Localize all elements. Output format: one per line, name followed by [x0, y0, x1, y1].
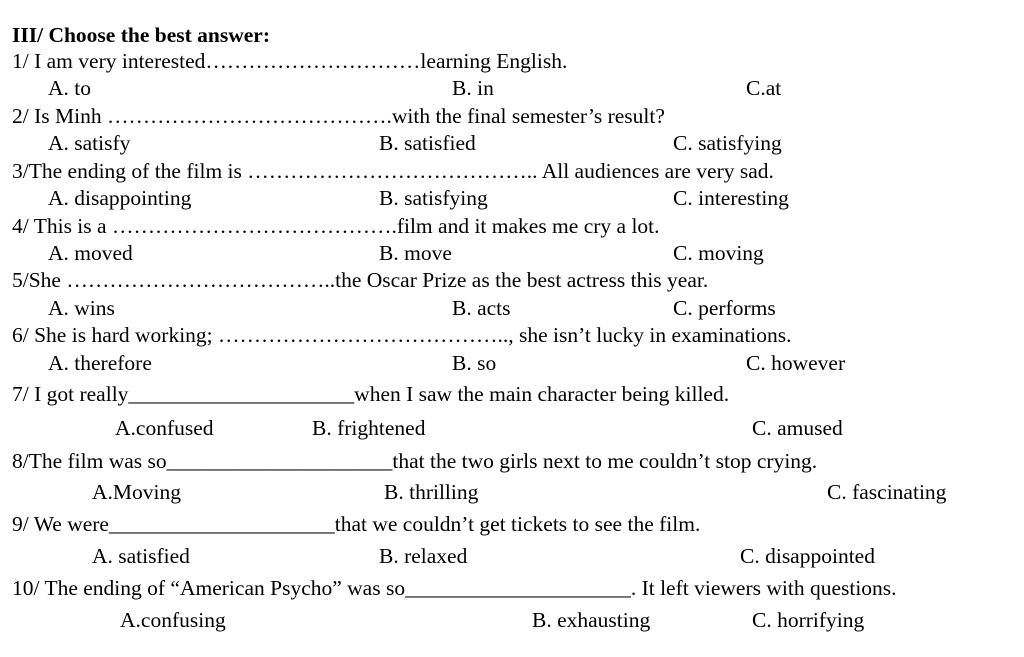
- question-3-stem: 3/The ending of the film is ………………………………….. All audiences are very sad.: [12, 159, 774, 183]
- question-6-option-a[interactable]: A. therefore: [48, 351, 152, 375]
- question-2-option-b[interactable]: B. satisfied: [379, 131, 476, 155]
- question-9-stem: 9/ We were_____________________that we couldn’t get tickets to see the film.: [12, 512, 701, 536]
- question-5-option-b[interactable]: B. acts: [452, 296, 511, 320]
- question-8-option-a[interactable]: A.Moving: [92, 480, 181, 504]
- question-7-option-a[interactable]: A.confused: [115, 416, 214, 440]
- question-2-option-a[interactable]: A. satisfy: [48, 131, 131, 155]
- question-8-option-c[interactable]: C. fascinating: [827, 480, 947, 504]
- question-9-option-b[interactable]: B. relaxed: [379, 544, 468, 568]
- question-10-option-c[interactable]: C. horrifying: [752, 608, 865, 632]
- question-3-option-a[interactable]: A. disappointing: [48, 186, 192, 210]
- question-8-option-b[interactable]: B. thrilling: [384, 480, 479, 504]
- question-4-stem: 4/ This is a ………………………………….film and it makes me cry a lot.: [12, 214, 660, 238]
- question-6-option-b[interactable]: B. so: [452, 351, 497, 375]
- question-5-option-c[interactable]: C. performs: [673, 296, 776, 320]
- question-1-stem: 1/ I am very interested…………………………learning English.: [12, 49, 568, 73]
- question-10-option-b[interactable]: B. exhausting: [532, 608, 651, 632]
- question-2-stem: 2/ Is Minh ………………………………….with the final semester’s result?: [12, 104, 665, 128]
- question-4-option-a[interactable]: A. moved: [48, 241, 133, 265]
- question-9-option-a[interactable]: A. satisfied: [92, 544, 190, 568]
- question-10-option-a[interactable]: A.confusing: [120, 608, 226, 632]
- question-7-option-c[interactable]: C. amused: [752, 416, 843, 440]
- question-4-option-c[interactable]: C. moving: [673, 241, 764, 265]
- question-1-option-c[interactable]: C.at: [746, 76, 782, 100]
- question-10-stem: 10/ The ending of “American Psycho” was so_____________________. It left viewers with questions.: [12, 576, 897, 600]
- question-7-stem: 7/ I got really_____________________when I saw the main character being killed.: [12, 382, 730, 406]
- question-1-option-b[interactable]: B. in: [452, 76, 494, 100]
- question-7-option-b[interactable]: B. frightened: [312, 416, 426, 440]
- question-8-stem: 8/The film was so_____________________that the two girls next to me couldn’t stop crying.: [12, 449, 818, 473]
- section-heading: III/ Choose the best answer:: [12, 23, 270, 47]
- question-6-option-c[interactable]: C. however: [746, 351, 846, 375]
- question-3-option-b[interactable]: B. satisfying: [379, 186, 488, 210]
- question-5-option-a[interactable]: A. wins: [48, 296, 115, 320]
- question-9-option-c[interactable]: C. disappointed: [740, 544, 875, 568]
- question-1-option-a[interactable]: A. to: [48, 76, 91, 100]
- question-3-option-c[interactable]: C. interesting: [673, 186, 789, 210]
- question-6-stem: 6/ She is hard working; ………………………………….., she isn’t lucky in examinations.: [12, 323, 792, 347]
- question-2-option-c[interactable]: C. satisfying: [673, 131, 782, 155]
- question-4-option-b[interactable]: B. move: [379, 241, 452, 265]
- question-5-stem: 5/She ………………………………..the Oscar Prize as the best actress this year.: [12, 268, 709, 292]
